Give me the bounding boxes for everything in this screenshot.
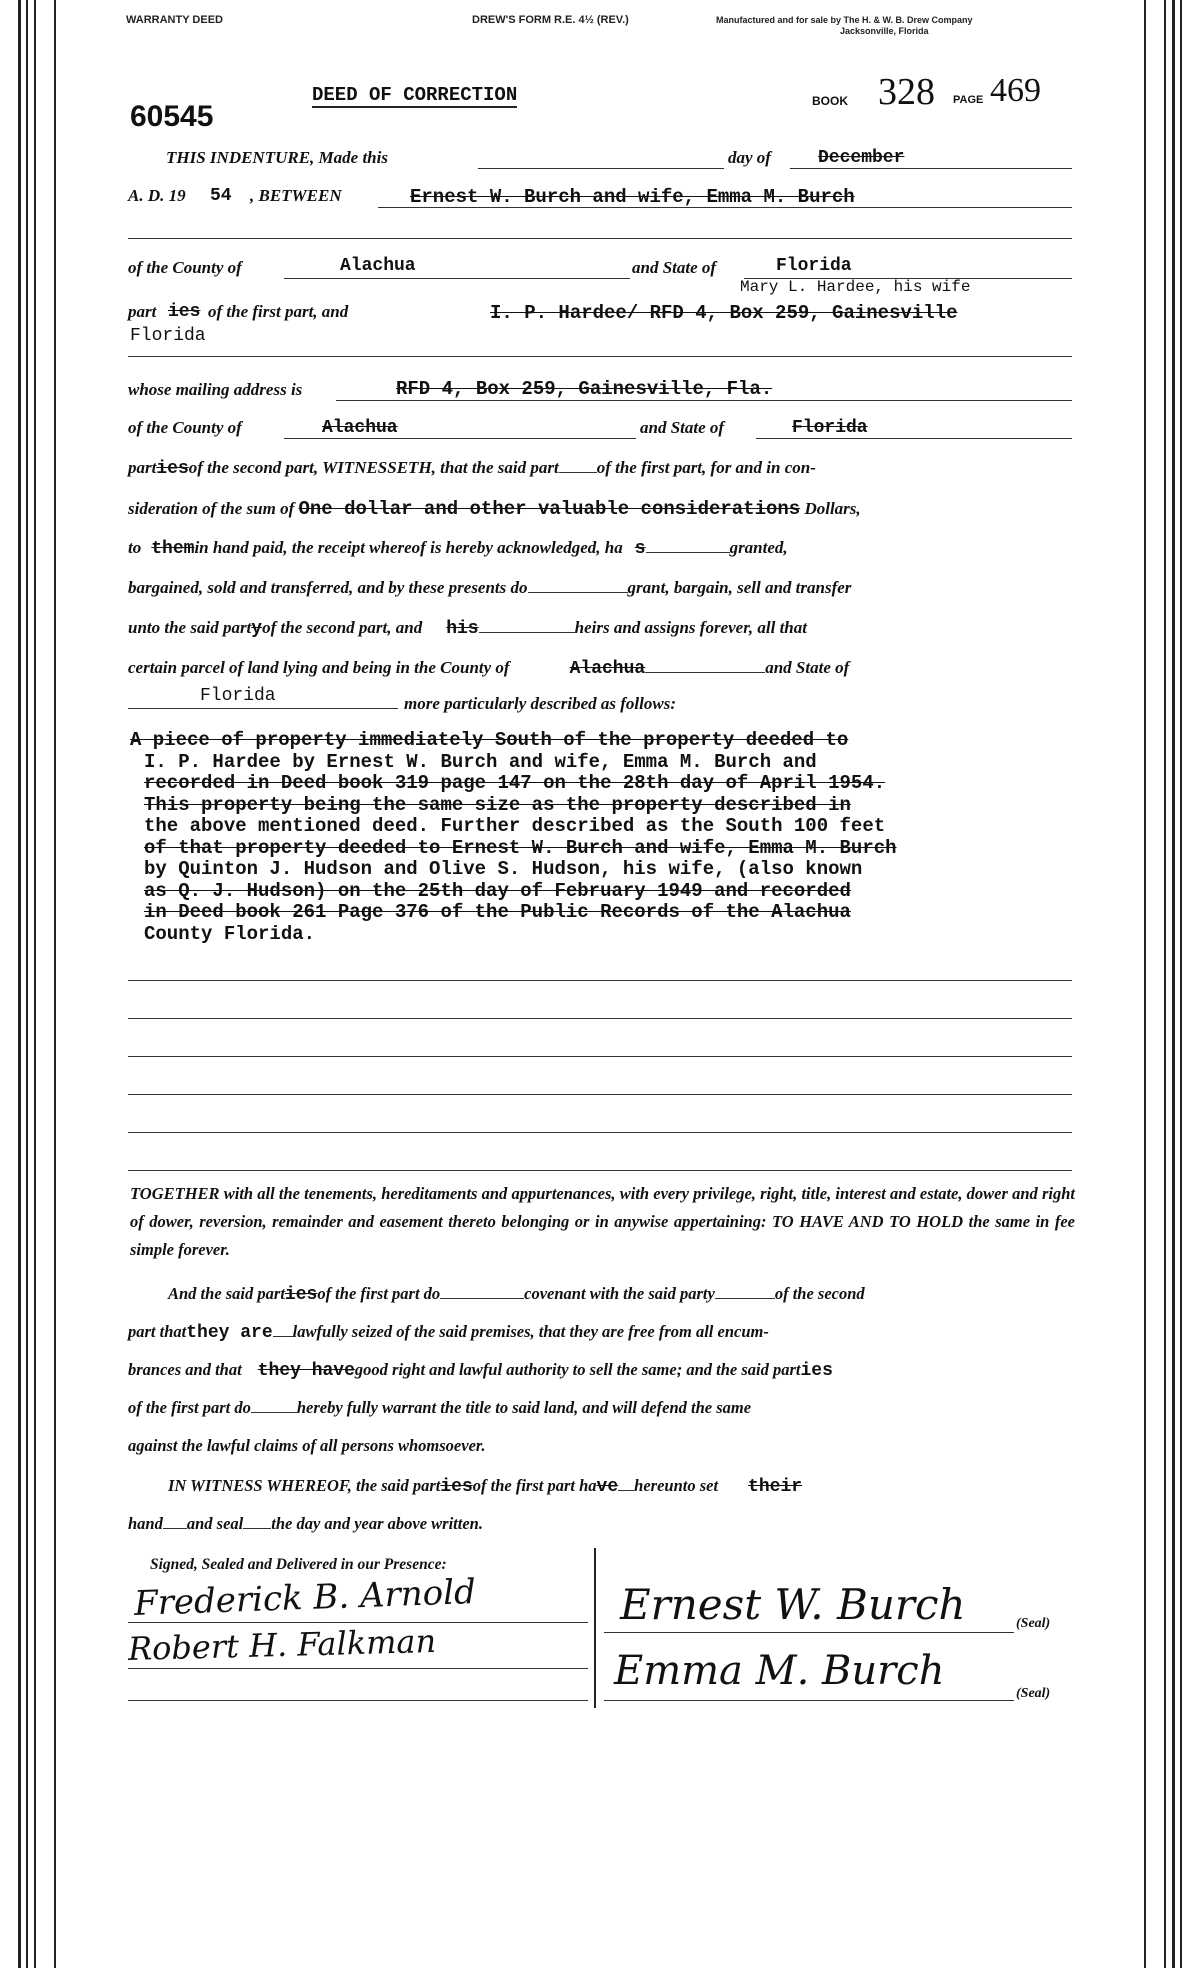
legal-line: recorded in Deed book 319 page 147 on the 28th day of April 1954. <box>144 772 886 794</box>
covenant-line-3 <box>128 1360 833 1381</box>
covenant-text: covenant with the said party <box>524 1284 715 1303</box>
blank-line <box>128 356 1072 357</box>
bargained-line <box>128 578 851 598</box>
legal-line: as Q. J. Hudson) on the 25th day of February 1949 and recorded <box>144 879 851 902</box>
right-border-rule <box>1172 0 1175 1968</box>
his-value: his <box>446 619 479 639</box>
mailing-blank <box>336 400 1072 401</box>
first-part-and: of the first part, and <box>208 302 349 321</box>
covenant-line-2 <box>128 1322 769 1343</box>
blank-line <box>128 1018 1072 1019</box>
witness-fill: their <box>748 1477 803 1497</box>
witnesseth-line-1 <box>128 458 816 479</box>
parcel-state-blank <box>128 708 398 709</box>
legal-line: County Florida. <box>144 922 316 945</box>
county-label-2: of the County of <box>128 418 242 437</box>
document-title: DEED OF CORRECTION <box>312 84 518 106</box>
state-value-2: Florida <box>792 418 868 438</box>
witness-text: hand <box>128 1514 163 1533</box>
receipt-line <box>128 538 788 559</box>
witness-fill: ve <box>596 1477 619 1497</box>
bargained-text: bargained, sold and transferred, and by these presents do <box>128 578 528 597</box>
between-label: , BETWEEN <box>250 186 342 205</box>
blank-line <box>128 1094 1072 1095</box>
receipt-text: in hand paid, the receipt whereof is hereby acknowledged, ha <box>194 538 623 557</box>
covenant-text: part that <box>128 1322 187 1341</box>
heirs-text: heirs and assigns forever, all that <box>574 618 807 637</box>
state-value-1: Florida <box>776 256 852 276</box>
state-label-1: and State of <box>632 258 717 277</box>
day-of-label: day of <box>728 148 771 167</box>
county-blank-1 <box>284 278 630 279</box>
second-part-and: of the second part, and <box>262 618 423 637</box>
consideration-line <box>128 498 861 520</box>
to-label: to <box>128 538 142 557</box>
grantor-line-2 <box>604 1700 1014 1701</box>
part-label: part <box>128 458 157 477</box>
state-blank-2 <box>756 438 1072 439</box>
seal-label-2: (Seal) <box>1016 1686 1051 1701</box>
granted-text: granted, <box>729 538 788 557</box>
grantors-blank <box>378 207 1072 208</box>
unto-line <box>128 618 807 639</box>
legal-description <box>130 730 1075 945</box>
part-suffix: ies <box>168 302 201 322</box>
witness-line-blank-1 <box>128 1622 588 1623</box>
covenant-text: of the first part do <box>317 1284 441 1303</box>
dollars-label: Dollars, <box>804 499 861 518</box>
legal-line: the above mentioned deed. Further described as the South 100 feet <box>144 815 886 837</box>
legal-line: I. P. Hardee by Ernest W. Burch and wife, Emma M. Burch and <box>144 750 817 773</box>
book-number: 328 <box>878 71 935 113</box>
parcel-state-label: and State of <box>765 658 850 677</box>
day-blank <box>478 168 724 169</box>
grantee-insert: Mary L. Hardee, his wife <box>740 278 971 296</box>
grantee-value: I. P. Hardee/ RFD 4, Box 259, Gainesville <box>490 302 958 324</box>
witness-fill: ies <box>440 1477 473 1497</box>
witness-signature-2: Robert H. Falkman <box>127 1621 437 1669</box>
left-border-rule <box>54 0 56 1968</box>
indenture-intro: THIS INDENTURE, Made this <box>166 148 388 167</box>
unto-text: unto the said part <box>128 618 252 637</box>
parcel-line <box>128 658 849 679</box>
county-value-2: Alachua <box>322 418 398 438</box>
right-border-rule <box>1164 0 1166 1968</box>
covenant-fill: ies <box>284 1285 318 1305</box>
publisher-line-1: Manufactured and for sale by The H. & W. B. Drew Company <box>716 15 973 25</box>
parcel-state-value: Florida <box>200 686 276 706</box>
legal-line: This property being the same size as the property described in <box>144 793 851 816</box>
consideration-label: sideration of the sum of <box>128 499 295 518</box>
part-suffix-2: ies <box>156 459 189 479</box>
form-number: DREW'S FORM R.E. 4½ (REV.) <box>472 14 629 26</box>
left-border-rule <box>26 0 28 1968</box>
page-label: PAGE <box>953 94 984 106</box>
state-label-2: and State of <box>640 418 725 437</box>
unto-fill: y <box>251 619 263 639</box>
covenant-fill: they are <box>186 1323 273 1343</box>
ad-label: A. D. 19 <box>128 186 186 205</box>
county-value-1: Alachua <box>340 256 416 276</box>
witness-text: the day and year above written. <box>271 1514 483 1533</box>
grantee-cont: Florida <box>130 326 206 346</box>
signature-divider <box>594 1548 596 1708</box>
book-label: BOOK <box>812 94 848 108</box>
witness-text: hereunto set <box>634 1476 719 1495</box>
grantor-signature-1: Ernest W. Burch <box>620 1580 966 1629</box>
grantors-value: Ernest W. Burch and wife, Emma M. Burch <box>410 186 855 208</box>
covenant-text: of the first part do <box>128 1398 251 1417</box>
described-label: more particularly described as follows: <box>404 694 676 713</box>
covenant-fill: ies <box>800 1361 833 1381</box>
covenant-text: lawfully seized of the said premises, that they are free from all encum- <box>292 1322 769 1341</box>
seal-label-1: (Seal) <box>1016 1616 1051 1631</box>
covenant-fill: they have <box>257 1361 355 1381</box>
witness-line-2 <box>128 1514 483 1534</box>
parcel-county: Alachua <box>569 659 646 679</box>
witness-text: and seal <box>186 1514 244 1533</box>
blank-line <box>128 1132 1072 1133</box>
legal-line: A piece of property immediately South of the property deeded to <box>130 729 849 751</box>
blank-line <box>128 238 1072 239</box>
witness-line-blank-2 <box>128 1668 588 1669</box>
month-blank <box>790 168 1072 169</box>
document-number: 60545 <box>130 100 214 133</box>
blank-line <box>128 1056 1072 1057</box>
left-border-rule <box>18 0 21 1968</box>
covenant-text: good right and lawful authority to sell the same; and the said part <box>354 1360 801 1379</box>
year-value: 54 <box>210 186 232 206</box>
witnesseth-text-2: of the first part, for and in con- <box>596 458 816 477</box>
covenant-line-4 <box>128 1398 751 1418</box>
month-value: December <box>818 148 905 168</box>
witnesseth-text: of the second part, WITNESSETH, that the said part <box>188 458 559 477</box>
form-type: WARRANTY DEED <box>126 14 223 26</box>
county-blank-2 <box>284 438 636 439</box>
covenant-text: of the second <box>774 1284 865 1303</box>
together-clause: TOGETHER with all the tenements, hereditaments and appurtenances, with every privilege, right, title, interest and estate, dower and right of dower, reversion, remainder and easement thereto belonging or in anywise appertaining: TO HAVE AND TO HOLD the same in fee simple forever. <box>130 1184 1075 1259</box>
witness-text: IN WITNESS WHEREOF, the said part <box>168 1476 441 1495</box>
right-border-rule <box>1180 0 1182 1968</box>
publisher-line-2: Jacksonville, Florida <box>840 26 929 36</box>
grantor-line-1 <box>604 1632 1014 1633</box>
covenant-line-5: against the lawful claims of all persons whomsoever. <box>128 1436 486 1455</box>
consideration-value: One dollar and other valuable considerations <box>298 498 801 520</box>
county-label-1: of the County of <box>128 258 242 277</box>
witness-text: of the first part ha <box>472 1476 597 1495</box>
left-border-rule <box>34 0 36 1968</box>
page-number: 469 <box>990 72 1041 109</box>
ha-suffix: s <box>634 539 646 559</box>
to-whom-value: them <box>151 539 195 559</box>
grant-text: grant, bargain, sell and transfer <box>627 578 852 597</box>
covenant-text: And the said part <box>168 1284 285 1303</box>
legal-line: of that property deeded to Ernest W. Burch and wife, Emma M. Burch <box>144 836 897 859</box>
mailing-label: whose mailing address is <box>128 380 303 399</box>
right-border-rule <box>1144 0 1146 1968</box>
parcel-text: certain parcel of land lying and being in the County of <box>128 658 510 677</box>
grantor-signature-2: Emma M. Burch <box>614 1648 945 1694</box>
legal-line: in Deed book 261 Page 376 of the Public Records of the Alachua <box>144 901 851 923</box>
witness-line-1 <box>168 1476 802 1497</box>
blank-line <box>128 1170 1072 1171</box>
witness-line-blank-3 <box>128 1700 588 1701</box>
presence-label: Signed, Sealed and Delivered in our Presence: <box>150 1556 447 1573</box>
mailing-value: RFD 4, Box 259, Gainesville, Fla. <box>396 378 773 400</box>
covenant-text: hereby fully warrant the title to said land, and will defend the same <box>296 1398 752 1417</box>
legal-line: by Quinton J. Hudson and Olive S. Hudson, his wife, (also known <box>144 858 863 880</box>
part-prefix: part <box>128 302 157 321</box>
covenant-line-1 <box>168 1284 865 1305</box>
covenant-text: brances and that <box>128 1360 242 1379</box>
witness-signature-1: Frederick B. Arnold <box>133 1572 477 1624</box>
blank-line <box>128 980 1072 981</box>
